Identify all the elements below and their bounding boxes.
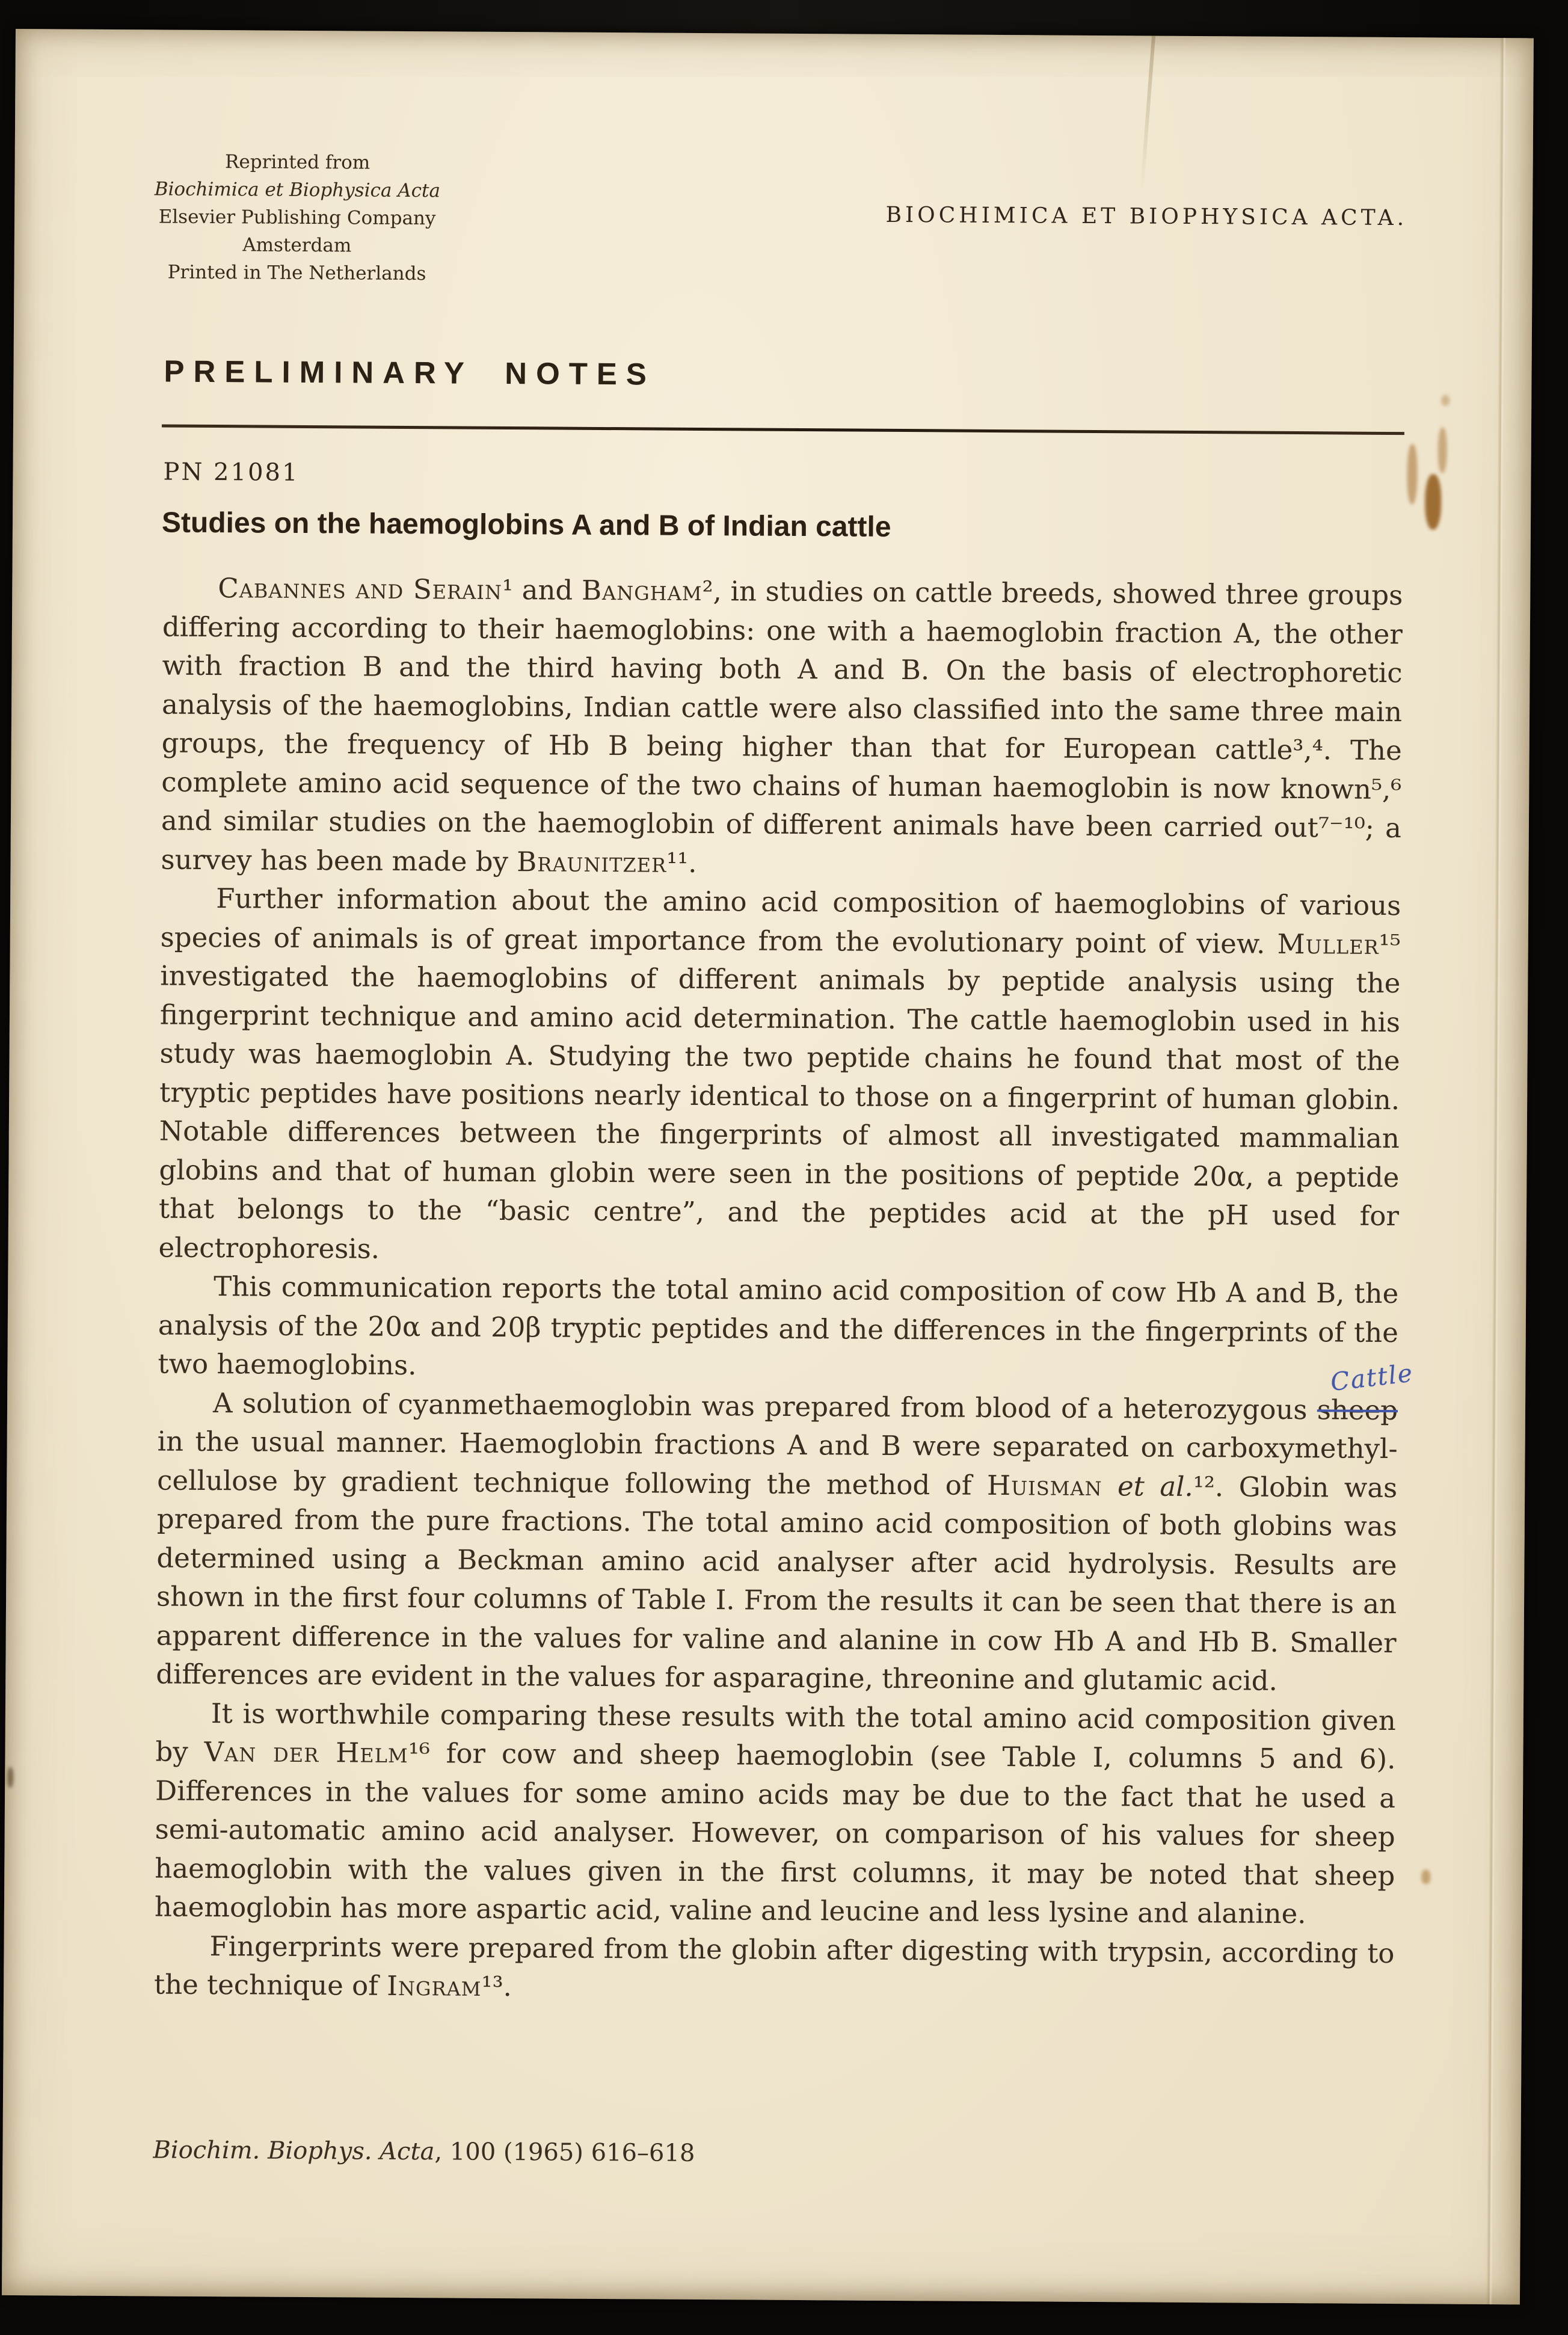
handwritten-annotation: Cattle bbox=[1329, 1358, 1415, 1397]
paragraph bbox=[154, 1927, 1395, 2012]
stain bbox=[1438, 427, 1447, 473]
section-heading: PRELIMINARY NOTES bbox=[164, 354, 656, 392]
article-title: Studies on the haemoglobins A and B of Indian cattle bbox=[161, 506, 891, 543]
text-segment: , 100 (1965) 616–618 bbox=[434, 2138, 695, 2167]
paragraph bbox=[156, 1358, 1415, 1702]
paragraph bbox=[158, 879, 1401, 1275]
text-segment: Fingerprints were prepared from the globin after digesting with trypsin, according to the technique of bbox=[153, 1930, 1395, 2002]
text-segment: A solution of cyanmethaemoglobin was prepared from blood of a heterozygous bbox=[212, 1386, 1318, 1426]
text-segment: It is worthwhile comparing these results with the total amino acid composition given by bbox=[155, 1697, 1397, 1768]
text-segment: Bangham bbox=[581, 574, 703, 607]
stain bbox=[1425, 474, 1442, 529]
stain bbox=[1407, 444, 1418, 504]
text-segment: ¹⁵ investigated the haemoglobins of different animals by peptide analysis using the fingerprint technique and amino acid determination. The cattle haemoglobin used in his study was haemoglobin A. Studying the two peptide chains he found that most of the tryptic peptides have positions nearly identical to those on a fingerprint of human globin. Notable differences between the fingerprints of almost all investigated mammalian globins and that of human globin were seen in the positions of peptide 20α, a peptide that belongs to the “basic centre”, and the peptides acid at the pH used for electrophoresis. bbox=[158, 928, 1401, 1265]
note-number: PN 21081 bbox=[163, 458, 300, 487]
text-segment: Muller bbox=[1277, 928, 1379, 961]
document-page bbox=[2, 29, 1534, 2304]
text-segment: ¹ and bbox=[502, 573, 582, 606]
stain bbox=[1421, 1869, 1430, 1884]
text-segment: Further information about the amino acid composition of haemoglobins of various species of animals is of great importance from the evolutionary point of view. bbox=[160, 882, 1401, 960]
struck-word: sheep Cattle bbox=[1317, 1394, 1398, 1426]
text-segment: Van der Helm bbox=[204, 1735, 408, 1770]
publisher-imprint bbox=[137, 147, 457, 288]
paragraph bbox=[158, 1267, 1398, 1391]
imprint-line: Biochimica et Biophysica Acta bbox=[154, 178, 441, 202]
text-segment: Braunitzer bbox=[517, 845, 667, 879]
article-body bbox=[153, 569, 1415, 2012]
paragraph bbox=[161, 569, 1403, 887]
journal-name-header: BIOCHIMICA ET BIOPHYSICA ACTA. bbox=[885, 202, 1408, 231]
imprint-line: Elsevier Publishing Company bbox=[158, 206, 436, 230]
horizontal-rule bbox=[162, 424, 1404, 435]
text-segment: ¹¹. bbox=[666, 846, 697, 879]
fold-crease bbox=[1486, 38, 1506, 2304]
imprint-line: Amsterdam bbox=[242, 234, 352, 257]
text-segment: ², in studies on cattle breeds, showed three groups differing according to their haemoglobins: one with a haemoglobin fraction A, the other with fraction B and the third having both A and B. On the basis of electrophoretic analysis of the haemoglobins, Indian cattle were also classified into the same three main groups, the frequency of Hb B being higher than that for European cattle³,⁴. The complete amino acid sequence of the two chains of human haemoglobin is now known⁵,⁶ and similar studies on the haemoglobin of different animals have been carried out⁷⁻¹⁰; a survey has been made by bbox=[161, 574, 1403, 878]
text-segment: Huisman bbox=[986, 1469, 1102, 1502]
text-segment: ¹⁶ for cow and sheep haemoglobin (see Table I, columns 5 and 6). Differences in the values for some amino acids may be due to the fact that he used a semi-automatic amino acid analyser. However, on comparison of his values for sheep haemoglobin with the values given in the first columns, it may be noted that sheep haemoglobin has more aspartic acid, valine and leucine and less lysine and alanine. bbox=[154, 1737, 1396, 1930]
text-segment: et al. bbox=[1117, 1469, 1193, 1503]
text-segment: ¹². Globin was prepared from the pure fractions. The total amino acid composition of both globins was determined using a Beckman amino acid analyser after acid hydrolysis. Results are shown in the first four columns of Table I. From the results it can be seen that there is an apparent difference in the values for valine and alanine in cow Hb A and Hb B. Smaller differences are evident in the values for asparagine, threonine and glutamic acid. bbox=[156, 1470, 1398, 1697]
imprint-line: Reprinted from bbox=[224, 151, 370, 174]
text-segment: Biochim. Biophys. Acta bbox=[153, 2136, 435, 2166]
paragraph bbox=[155, 1694, 1396, 1934]
text-segment: This communication reports the total amino acid composition of cow Hb A and B, the analysis of the 20α and 20β tryptic peptides and the differences in the fingerprints of the two haemoglobins. bbox=[158, 1270, 1399, 1382]
stain bbox=[7, 1767, 13, 1788]
stain bbox=[1441, 395, 1450, 405]
citation-footer bbox=[153, 2136, 695, 2167]
text-segment: Ingram bbox=[387, 1969, 482, 2002]
text-segment: Cabannes and Serain bbox=[218, 572, 503, 606]
text-segment bbox=[1102, 1470, 1118, 1502]
text-segment: ¹³. bbox=[481, 1970, 512, 2003]
imprint-line: Printed in The Netherlands bbox=[167, 261, 426, 285]
text-segment: in the usual manner. Haemoglobin fractions A and B were separated on carboxymethyl-cellulose by gradient technique following the method of bbox=[157, 1425, 1398, 1501]
paper-wrinkle bbox=[1140, 36, 1155, 192]
